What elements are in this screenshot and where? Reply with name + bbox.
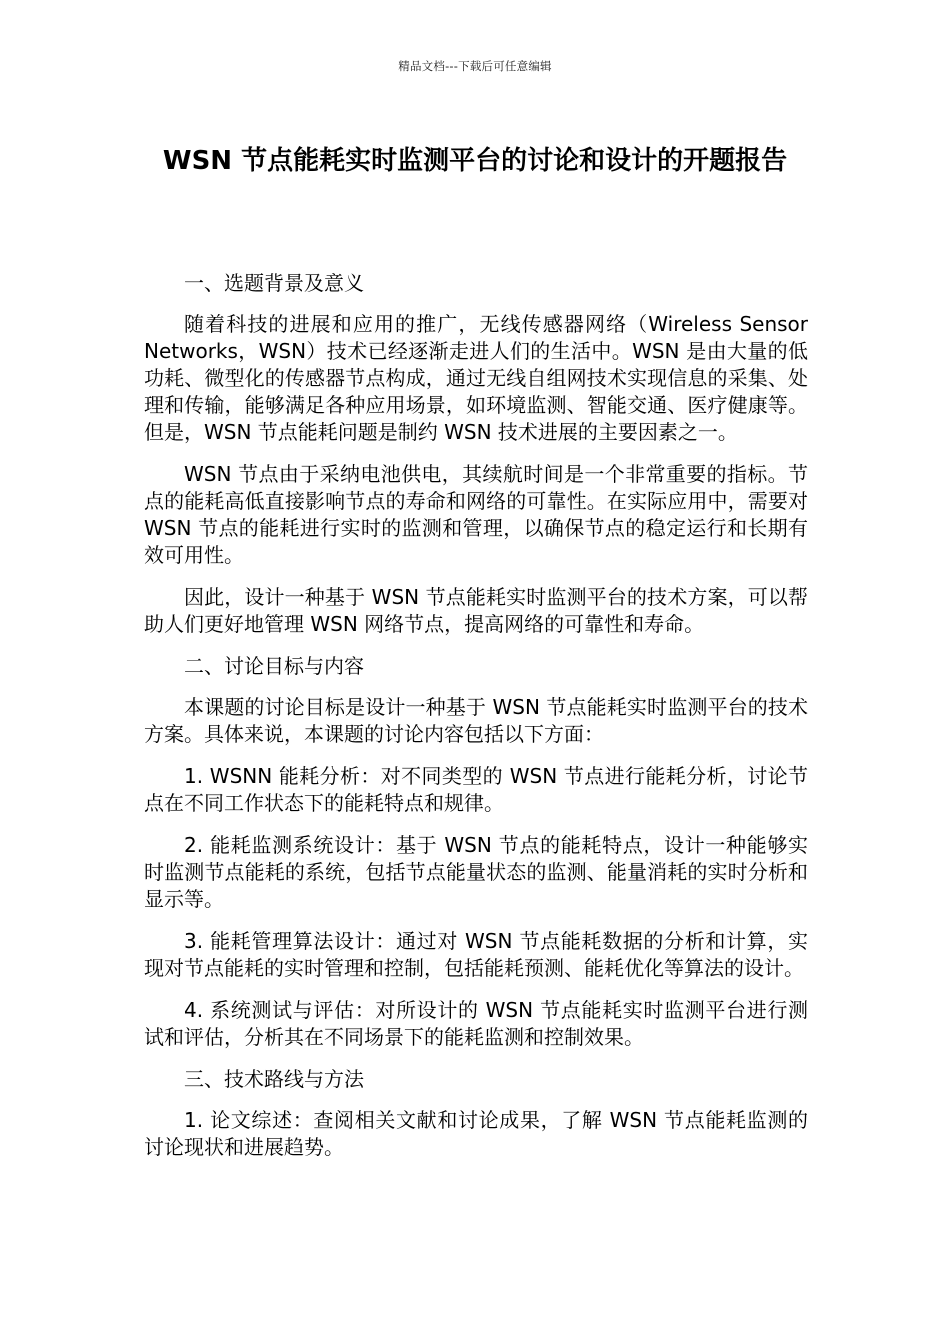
paragraph-background-intro: 随着科技的进展和应用的推广，无线传感器网络（Wireless Sensor Networks，WSN）技术已经逐渐走进人们的生活中。WSN 是由大量的低功耗、微型化的传感器节点构成，通过无线自组网技术实现信息的采集、处理和传输，能够满足各种应用场景，如环境监测、智能交通、医疗健康等。但是，WSN 节点能耗问题是制约 WSN 技术进展的主要因素之一。 xyxy=(144,312,808,444)
paragraph-design-purpose: 因此，设计一种基于 WSN 节点能耗实时监测平台的技术方案，可以帮助人们更好地管理 WSN 网络节点，提高网络的可靠性和寿命。 xyxy=(144,585,808,636)
list-item-literature-review: 1. 论文综述：查阅相关文献和讨论成果，了解 WSN 节点能耗监测的讨论现状和进展趋势。 xyxy=(144,1108,808,1159)
section-heading-methods: 三、技术路线与方法 xyxy=(184,1067,364,1091)
page-header: 精品文档---下载后可任意编辑 xyxy=(398,59,552,73)
list-item-monitoring-system: 2. 能耗监测系统设计：基于 WSN 节点的能耗特点，设计一种能够实时监测节点能耗的系统，包括节点能量状态的监测、能量消耗的实时分析和显示等。 xyxy=(144,833,808,911)
section-heading-goals: 二、讨论目标与内容 xyxy=(184,654,364,678)
list-item-management-algorithm: 3. 能耗管理算法设计：通过对 WSN 节点能耗数据的分析和计算，实现对节点能耗的实时管理和控制，包括能耗预测、能耗优化等算法的设计。 xyxy=(144,929,808,980)
list-item-energy-analysis: 1. WSNN 能耗分析：对不同类型的 WSN 节点进行能耗分析，讨论节点在不同工作状态下的能耗特点和规律。 xyxy=(144,764,808,815)
document-title: WSN 节点能耗实时监测平台的讨论和设计的开题报告 xyxy=(162,146,788,176)
document-body xyxy=(144,270,808,1176)
section-heading-background: 一、选题背景及意义 xyxy=(184,271,364,295)
paragraph-battery-importance: WSN 节点由于采纳电池供电，其续航时间是一个非常重要的指标。节点的能耗高低直接影响节点的寿命和网络的可靠性。在实际应用中，需要对 WSN 节点的能耗进行实时的监测和管理，以确保节点的稳定运行和长期有效可用性。 xyxy=(144,462,808,567)
list-item-testing-evaluation: 4. 系统测试与评估：对所设计的 WSN 节点能耗实时监测平台进行测试和评估，分析其在不同场景下的能耗监测和控制效果。 xyxy=(144,998,808,1049)
paragraph-goals-intro: 本课题的讨论目标是设计一种基于 WSN 节点能耗实时监测平台的技术方案。具体来说，本课题的讨论内容包括以下方面： xyxy=(144,695,808,746)
